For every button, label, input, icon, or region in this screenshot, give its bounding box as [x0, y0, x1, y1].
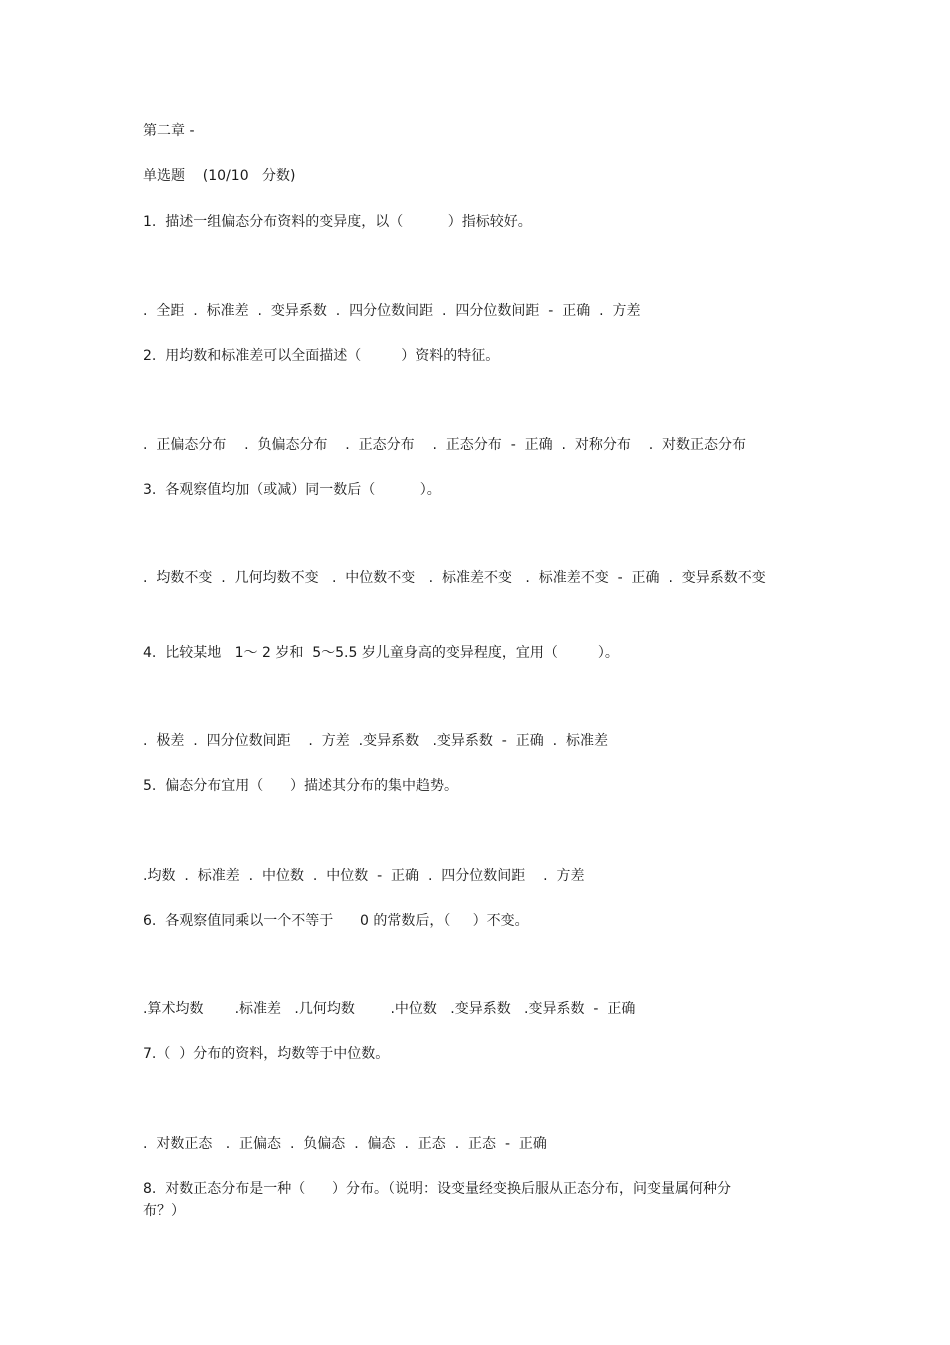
question-2: 2. 用均数和标准差可以全面描述（ ）资料的特征。	[143, 348, 500, 364]
options-6: .算术均数 .标准差 .几何均数 .中位数 .变异系数 .变异系数 - 正确	[143, 1001, 636, 1017]
options-5: .均数 . 标准差 . 中位数 . 中位数 - 正确 . 四分位数间距 . 方差	[143, 868, 585, 884]
question-8: 8. 对数正态分布是一种（ ）分布。（说明：设变量经变换后服从正态分布，问变量属何种分布？）	[143, 1181, 731, 1219]
section-heading: 单选题 (10/10 分数)	[143, 168, 296, 184]
question-4: 4. 比较某地 1～ 2 岁和 5～5.5 岁儿童身高的变异程度，宜用（ ）。	[143, 645, 619, 661]
question-3: 3. 各观察值均加（或减）同一数后（ ）。	[143, 482, 441, 498]
question-6: 6. 各观察值同乘以一个不等于 0 的常数后，（ ）不变。	[143, 913, 529, 929]
options-4: . 极差 . 四分位数间距 . 方差 .变异系数 .变异系数 - 正确 . 标准差	[143, 733, 609, 749]
options-2: . 正偏态分布 . 负偏态分布 . 正态分布 . 正态分布 - 正确 . 对称分布 . 对数正态分布	[143, 437, 747, 453]
question-1: 1. 描述一组偏态分布资料的变异度，以（ ）指标较好。	[143, 214, 532, 230]
chapter-title: 第二章 -	[143, 123, 195, 139]
options-7: . 对数正态 . 正偏态 . 负偏态 . 偏态 . 正态 . 正态 - 正确	[143, 1136, 547, 1152]
question-7: 7.（ ）分布的资料，均数等于中位数。	[143, 1046, 390, 1062]
options-3: . 均数不变 . 几何均数不变 . 中位数不变 . 标准差不变 . 标准差不变 - 正确 . 变异系数不变	[143, 570, 766, 586]
options-1: . 全距 . 标准差 . 变异系数 . 四分位数间距 . 四分位数间距 - 正确 . 方差	[143, 303, 641, 319]
question-5: 5. 偏态分布宜用（ ）描述其分布的集中趋势。	[143, 778, 458, 794]
